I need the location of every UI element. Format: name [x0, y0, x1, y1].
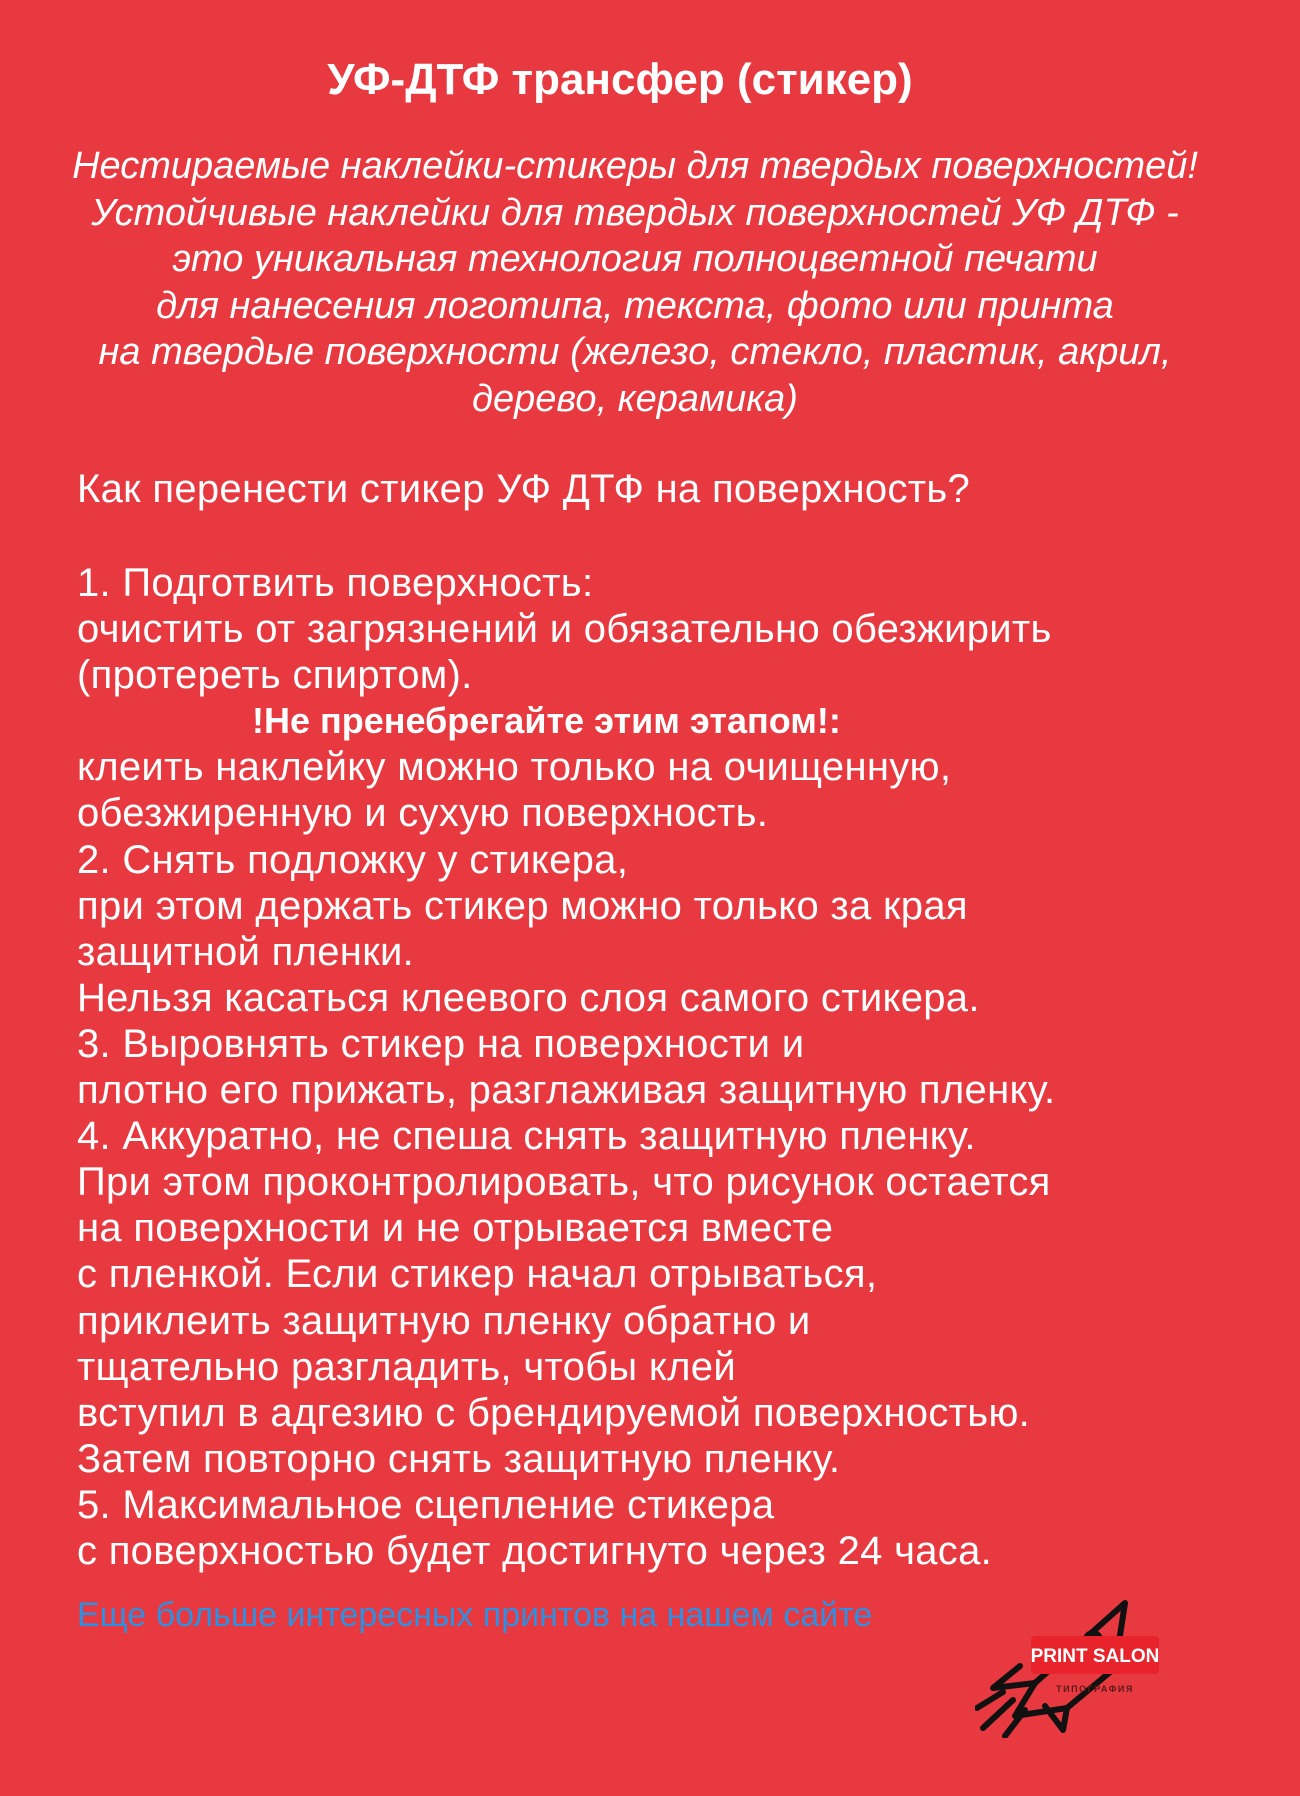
intro-line: для нанесения логотипа, текста, фото или принта	[156, 284, 1114, 327]
intro-line: дерево, керамика)	[472, 377, 798, 420]
step-line: 3. Выровнять стикер на поверхности и	[77, 1021, 805, 1066]
step-line: при этом держать стикер можно только за края	[77, 883, 968, 928]
site-link[interactable]: Еще больше интересных принтов на нашем сайте	[77, 1596, 873, 1634]
intro-line: Устойчивые наклейки для твердых поверхностей УФ ДТФ -	[91, 191, 1179, 234]
step-line: Нельзя касаться клеевого слоя самого стикера.	[77, 975, 980, 1020]
step-line: приклеить защитную пленку обратно и	[77, 1298, 811, 1343]
page-title: УФ-ДТФ трансфер (стикер)	[327, 55, 913, 104]
step-line: с пленкой. Если стикер начал отрываться,	[77, 1252, 878, 1297]
print-salon-logo	[975, 1588, 1185, 1738]
intro-line: Нестираемые наклейки-стикеры для твердых поверхностей!	[72, 145, 1198, 187]
step-line: тщательно разгладить, чтобы клей	[77, 1344, 736, 1389]
step-line: вступил в адгезию с брендируемой поверхностью.	[77, 1390, 1031, 1435]
step-line: клеить наклейку можно только на очищенную,	[77, 745, 952, 790]
section-heading: Как перенести стикер УФ ДТФ на поверхность?	[77, 467, 971, 511]
step-line: 4. Аккуратно, не спеша снять защитную пленку.	[77, 1114, 976, 1159]
intro-text	[0, 143, 1270, 422]
step-line: плотно его прижать, разглаживая защитную пленку.	[77, 1068, 1056, 1113]
intro-line: на твердые поверхности (железо, стекло, пластик, акрил,	[98, 331, 1172, 373]
step-line: 2. Снять подложку у стикера,	[77, 837, 629, 882]
logo-subtitle: ТИПОГРАФИЯ	[1056, 1684, 1134, 1694]
step-line: обезжиренную и сухую поверхность.	[77, 791, 769, 836]
step-line: очистить от загрязнений и обязательно обезжирить	[77, 607, 1052, 652]
step-line: 1. Подготвить поверхность:	[77, 561, 594, 605]
step-line: защитной пленки.	[77, 929, 415, 974]
step-line: Затем повторно снять защитную пленку.	[77, 1436, 841, 1481]
warning-line: !Не пренебрегайте этим этапом!:	[252, 700, 841, 742]
instructions	[77, 560, 1292, 1574]
step-line: При этом проконтролировать, что рисунок остается	[77, 1160, 1051, 1205]
logo-brand: PRINT SALON	[1030, 1646, 1160, 1667]
intro-line: это уникальная технология полноцветной печати	[172, 238, 1098, 280]
step-line: 5. Максимальное сцепление стикера	[77, 1482, 775, 1527]
step-line: на поверхности и не отрывается вместе	[77, 1206, 834, 1251]
step-line: (протереть спиртом).	[77, 653, 473, 698]
step-line: с поверхностью будет достигнуто через 24 часа.	[77, 1528, 993, 1573]
